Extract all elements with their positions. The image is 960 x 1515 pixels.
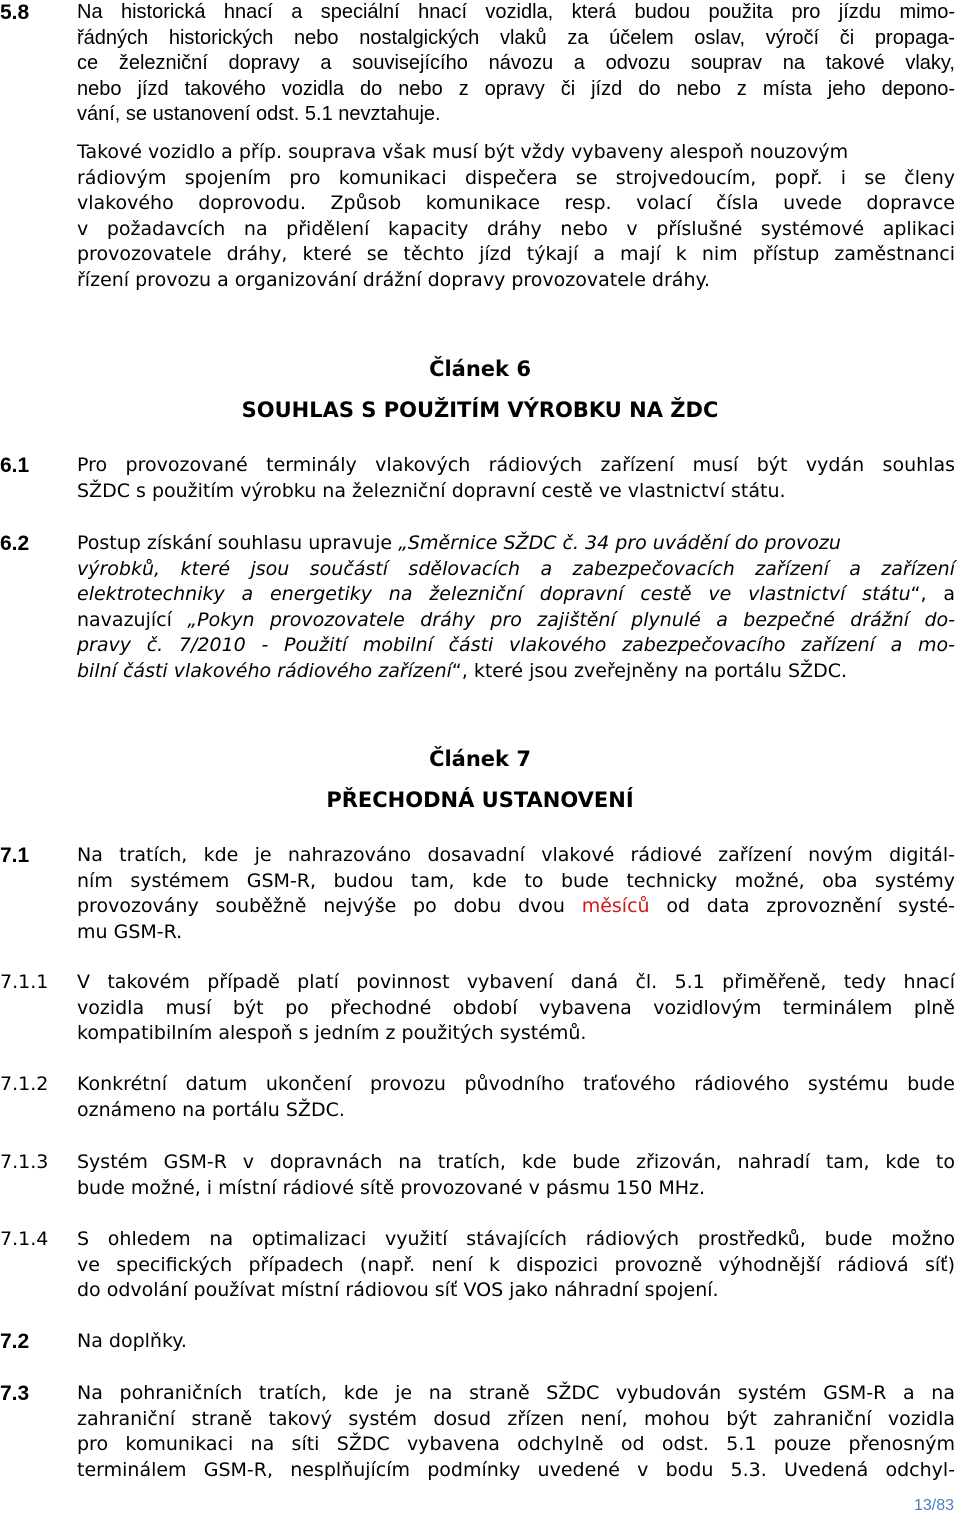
section-text — [77, 531, 955, 684]
section-text — [77, 1150, 955, 1201]
text-line: vání, se ustanovení odst. 5.1 nevztahuje. — [77, 103, 441, 125]
text-line — [77, 582, 955, 608]
text-line: terminálem GSM-R, nesplňujícím podmínky uvedené v bodu 5.3. Uvedená odchyl- — [77, 1458, 955, 1481]
text-run: “, které jsou zveřejněny na portálu SŽDC. — [451, 659, 848, 682]
section-number: 7.1.4 — [0, 1228, 49, 1250]
section-number: 6.2 — [0, 532, 30, 555]
page-number: 13/83 — [913, 1497, 954, 1514]
text-line: zahraniční straně takový systém dosud zřízen není, mohou být zahraniční vozidla — [77, 1407, 955, 1430]
section-text — [77, 1381, 955, 1483]
article-6-label: Článek 6 — [429, 357, 531, 381]
text-line: ve specifických případech (např. není k dispozici provozně výhodnější rádiová síť) — [77, 1253, 955, 1276]
text-line: provozovatele dráhy, které se těchto jízd týkají a mají k nim přístup zaměstnanci — [77, 243, 955, 265]
highlighted-word: měsíců — [581, 895, 650, 917]
section-number: 7.1 — [0, 844, 30, 867]
text-line: Na pohraničních tratích, kde je na straně SŽDC vybudován systém GSM-R a na — [77, 1382, 955, 1404]
text-line: v požadavcích na přidělení kapacity dráhy nebo v příslušné systémové aplikaci — [77, 217, 955, 240]
text-line: Takové vozidlo a příp. souprava však musí být vždy vybaveny alespoň nouzovým — [77, 141, 849, 163]
text-run: provozovány souběžně nejvýše po dobu dvou — [77, 895, 582, 917]
text-line: do odvolání používat místní rádiovou síť VOS jako náhradní spojení. — [77, 1279, 719, 1301]
article-6-title: SOUHLAS S POUŽITÍM VÝROBKU NA ŽDC — [241, 398, 719, 422]
text-run: od data zprovoznění systé- — [649, 895, 955, 917]
text-line — [77, 894, 955, 920]
italic-citation: elektrotechniky a energetiky na železniční dopravní cestě ve vlastnictví státu — [77, 583, 911, 605]
section-text — [77, 843, 955, 945]
section-number: 6.1 — [0, 454, 30, 477]
text-run: Postup získání souhlasu upravuje — [77, 532, 399, 554]
section-text-paragraph-2 — [77, 140, 955, 293]
section-text — [77, 970, 955, 1047]
text-line — [77, 608, 955, 634]
text-line: řízení provozu a organizování drážní dopravy provozovatele dráhy. — [77, 268, 711, 291]
italic-citation: „Pokyn provozovatele dráhy pro zajištění plynulé a bezpečné drážní do- — [187, 608, 955, 631]
section-text — [77, 0, 955, 128]
text-line: Pro provozované terminály vlakových rádiových zařízení musí být vydán souhlas — [77, 454, 955, 476]
italic-citation: pravy č. 7/2010 - Použití mobilní části vlakového zabezpečovacího zařízení a mo- — [77, 634, 955, 656]
text-line — [77, 557, 955, 583]
text-line: nebo jízd takového vozidla do nebo z opravy či jízd do nebo z místa jeho depono- — [77, 77, 955, 100]
article-7-title: PŘECHODNÁ USTANOVENÍ — [326, 788, 634, 812]
section-number: 7.1.1 — [0, 971, 49, 993]
text-line — [77, 659, 955, 685]
text-line: rádiovým spojením pro komunikaci dispečera se strojvedoucím, popř. i se členy — [77, 166, 955, 189]
text-line: ním systémem GSM-R, budou tam, kde to bude technicky možné, oba systémy — [77, 869, 955, 892]
text-line: S ohledem na optimalizaci využití stávajících rádiových prostředků, bude možno — [77, 1228, 955, 1250]
article-7-label: Článek 7 — [429, 747, 531, 771]
text-line: SŽDC s použitím výrobku na železniční dopravní cestě ve vlastnictví státu. — [77, 479, 786, 502]
italic-citation: „Směrnice SŽDC č. 34 pro uvádění do provozu — [398, 532, 841, 554]
text-line: bude možné, i místní rádiové sítě provozované v pásmu 150 MHz. — [77, 1176, 706, 1199]
text-line — [77, 633, 955, 659]
text-line: ce železniční dopravy a souvisejícího návozu a odvozu souprav na takové vlaky, — [77, 52, 955, 74]
text-line: mu GSM-R. — [77, 920, 183, 943]
italic-citation: bilní části vlakového rádiového zařízení — [77, 659, 452, 682]
section-text — [77, 1072, 955, 1123]
text-line: Na tratích, kde je nahrazováno dosavadní vlakové rádiové zařízení novým digitál- — [77, 844, 955, 866]
section-number: 7.2 — [0, 1330, 30, 1353]
text-line: vlakového doprovodu. Způsob komunikace resp. volací čísla uvede dopravce — [77, 192, 955, 214]
text-line — [77, 531, 955, 557]
text-line: Systém GSM-R v dopravnách na tratích, kde bude zřizován, nahradí tam, kde to — [77, 1151, 955, 1173]
text-line: kompatibilním alespoň s jedním z použitých systémů. — [77, 1022, 587, 1044]
section-number: 7.1.3 — [0, 1151, 49, 1173]
text-line: pro komunikaci na síti SŽDC vybavena odchylně od odst. 5.1 pouze přenosným — [77, 1433, 955, 1455]
text-line: oznámeno na portálu SŽDC. — [77, 1098, 345, 1121]
text-run: “, a — [910, 583, 955, 605]
text-line: V takovém případě platí povinnost vybavení daná čl. 5.1 přiměřeně, tedy hnací — [77, 971, 955, 993]
section-text — [77, 1227, 955, 1304]
text-line: Konkrétní datum ukončení provozu původního traťového rádiového systému bude — [77, 1073, 955, 1095]
section-number: 5.8 — [0, 1, 30, 24]
text-run: navazující — [77, 608, 188, 631]
section-text — [77, 1329, 955, 1355]
italic-citation: výrobků, které jsou součástí sdělovacích a zabezpečovacích zařízení a zařízení — [77, 557, 955, 580]
text-line: Na historická hnací a speciální hnací vozidla, která budou použita pro jízdu mimo- — [77, 1, 955, 23]
text-line: vozidla musí být po přechodné období vybavena vozidlovým terminálem plně — [77, 996, 955, 1019]
section-number: 7.3 — [0, 1382, 30, 1405]
section-text — [77, 453, 955, 504]
section-number: 7.1.2 — [0, 1073, 49, 1095]
text-line: Na doplňky. — [77, 1330, 187, 1352]
text-line: řádných historických nebo nostalgických vlaků za účelem oslav, výročí či propaga- — [77, 26, 955, 49]
